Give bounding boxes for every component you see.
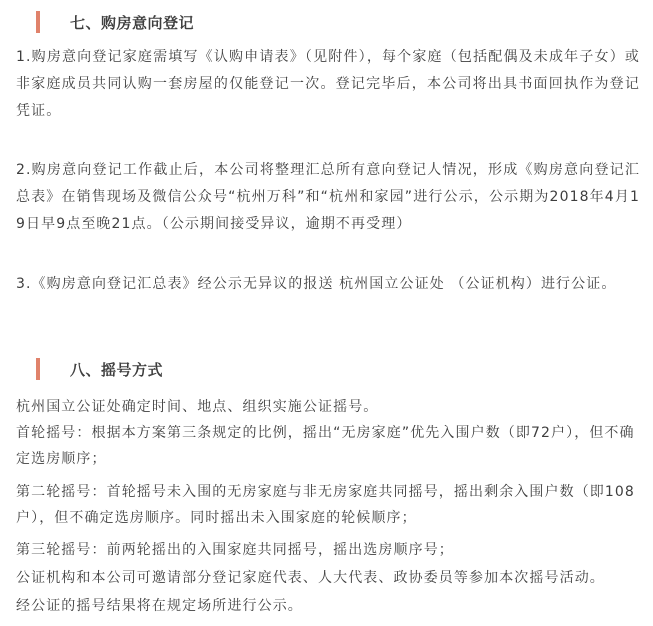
section-8-line-6: 经公证的摇号结果将在规定场所进行公示。 xyxy=(16,598,303,614)
section-8-line-1: 杭州国立公证处确定时间、地点、组织实施公证摇号。 xyxy=(16,399,379,415)
section-8-line-3: 第二轮摇号：首轮摇号未入围的无房家庭与非无房家庭共同摇号，摇出剩余入围户数（即108户），但不确定选房顺序。同时摇出未入围家庭的轮候顺序； xyxy=(16,484,635,526)
section-7-accent-bar xyxy=(36,11,40,33)
section-8-heading xyxy=(36,358,163,380)
section-7-paragraph-3: 3.《购房意向登记汇总表》经公示无异议的报送 杭州国立公证处 （公证机构）进行公证。 xyxy=(16,276,617,292)
section-8-line-2: 首轮摇号：根据本方案第三条规定的比例，摇出“无房家庭”优先入围户数（即72户），但不确定选房顺序； xyxy=(16,425,635,467)
section-8-title: 八、摇号方式 xyxy=(70,360,164,379)
section-7-paragraph-1: 1.购房意向登记家庭需填写《认购申请表》（见附件），每个家庭（包括配偶及未成年子女）或非家庭成员共同认购一套房屋的仅能登记一次。登记完毕后，本公司将出具书面回执作为登记凭证。 xyxy=(16,49,640,119)
section-7-heading xyxy=(36,11,194,33)
section-7-title: 七、购房意向登记 xyxy=(70,13,195,32)
section-8-line-4: 第三轮摇号：前两轮摇出的入围家庭共同摇号，摇出选房顺序号； xyxy=(16,542,454,558)
section-7-paragraph-2: 2.购房意向登记工作截止后，本公司将整理汇总所有意向登记人情况，形成《购房意向登记汇总表》在销售现场及微信公众号“杭州万科”和“杭州和家园”进行公示，公示期为2018年4月19日早9点至晚21点。（公示期间接受异议，逾期不再受理） xyxy=(16,162,640,232)
section-8-line-5: 公证机构和本公司可邀请部分登记家庭代表、人大代表、政协委员等参加本次摇号活动。 xyxy=(16,570,605,586)
section-8-accent-bar xyxy=(36,358,40,380)
